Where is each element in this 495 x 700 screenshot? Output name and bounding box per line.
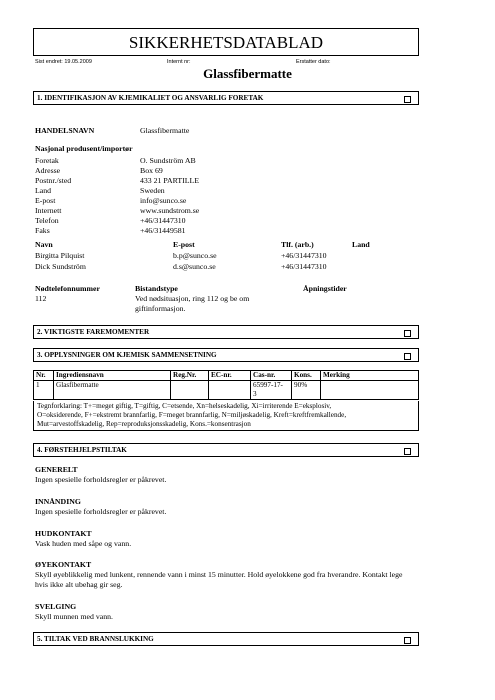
detail-value: O. Sundström AB <box>140 156 196 165</box>
contacts-header-name: Navn <box>35 240 53 249</box>
composition-table <box>33 370 419 400</box>
cell-ec <box>209 381 251 400</box>
cas-line2: 3 <box>253 390 257 398</box>
section-4-title: 4. FØRSTEHJELPSTILTAK <box>37 446 127 454</box>
cell-nr: 1 <box>34 381 54 400</box>
internal-number-label: Internt nr: <box>167 59 191 65</box>
col-header-nr: Nr. <box>34 371 54 381</box>
emergency-header-number: Nødtelefonnummer <box>35 284 100 293</box>
section-4-checkbox[interactable] <box>404 448 411 455</box>
detail-value: Sweden <box>140 186 165 195</box>
cell-kons: 90% <box>292 381 321 400</box>
section-4-header <box>33 443 419 457</box>
first-aid-text: Skyll øyeblikkelig med lunkent, rennende vann i minst 15 minutter. Hold øyelokkene god fra hverandre. Kontakt lege hvis ikke alt ubehag gir seg. <box>35 570 403 589</box>
detail-key: Adresse <box>35 166 61 175</box>
tradename-label: HANDELSNAVN <box>35 126 95 135</box>
detail-row <box>35 216 199 226</box>
contacts-header-country: Land <box>352 240 370 249</box>
section-3-title: 3. OPPLYSNINGER OM KJEMISK SAMMENSETNING <box>37 351 217 359</box>
first-aid-text: Skyll munnen med vann. <box>35 612 113 621</box>
detail-row <box>35 166 199 176</box>
first-aid-text: Vask huden med såpe og vann. <box>35 539 132 548</box>
table-header-row <box>34 371 419 381</box>
detail-value: +46/31449581 <box>140 226 186 235</box>
contact-name: Dick Sundström <box>35 262 86 271</box>
replaces-date-label: Erstatter dato: <box>296 59 331 65</box>
detail-value: info@sunco.se <box>140 196 187 205</box>
first-aid-heading: GENERELT <box>35 465 78 474</box>
col-header-reg: Reg.Nr. <box>171 371 209 381</box>
section-1-header <box>33 91 419 105</box>
first-aid-heading: SVELGING <box>35 602 77 611</box>
emergency-header-type: Bistandstype <box>135 284 178 293</box>
section-3-checkbox[interactable] <box>404 353 411 360</box>
section-1-checkbox[interactable] <box>404 96 411 103</box>
tradename-value: Glassfibermatte <box>140 126 190 135</box>
cas-line1: 65997-17- <box>253 381 283 389</box>
detail-value: Box 69 <box>140 166 163 175</box>
first-aid-text: Ingen spesielle forholdsregler er påkrevet. <box>35 475 167 484</box>
detail-value: www.sundstrom.se <box>140 206 200 215</box>
producer-heading: Nasjonal produsent/importør <box>35 144 133 153</box>
producer-details <box>35 156 199 236</box>
first-aid-text: Ingen spesielle forholdsregler er påkrevet. <box>35 507 167 516</box>
detail-row <box>35 176 199 186</box>
col-header-ec: EC-nr. <box>209 371 251 381</box>
contact-phone: +46/31447310 <box>281 251 327 260</box>
product-title: Glassfibermatte <box>203 66 292 81</box>
cell-name: Glasfibermatte <box>54 381 171 400</box>
detail-key: Internett <box>35 206 62 215</box>
col-header-kons: Kons. <box>292 371 321 381</box>
document-title: SIKKERHETSDATABLAD <box>33 28 419 56</box>
detail-key: Telefon <box>35 216 59 225</box>
emergency-header-hours: Åpningstider <box>303 284 347 293</box>
emergency-type-line2: giftinformasjon. <box>135 304 186 313</box>
section-5-title: 5. TILTAK VED BRANNSLUKKING <box>37 635 154 643</box>
cell-cas <box>251 381 292 400</box>
first-aid-heading: INNÅNDING <box>35 497 81 506</box>
detail-row <box>35 226 199 236</box>
cell-reg <box>171 381 209 400</box>
section-5-header <box>33 632 419 646</box>
detail-key: E-post <box>35 196 56 205</box>
contact-email[interactable]: b.p@sunco.se <box>173 251 217 260</box>
col-header-cas: Cas-nr. <box>251 371 292 381</box>
contacts-header-phone: Tlf. (arb.) <box>281 240 314 249</box>
first-aid-heading: ØYEKONTAKT <box>35 560 92 569</box>
section-5-checkbox[interactable] <box>404 637 411 644</box>
section-2-title: 2. VIKTIGSTE FAREMOMENTER <box>37 328 150 336</box>
contact-name: Birgitta Pilquist <box>35 251 85 260</box>
detail-key: Land <box>35 186 52 195</box>
last-changed-label: Sist endret: 19.05.2009 <box>35 59 92 65</box>
contact-phone: +46/31447310 <box>281 262 327 271</box>
detail-row <box>35 196 199 206</box>
section-2-checkbox[interactable] <box>404 330 411 337</box>
section-2-header <box>33 325 419 339</box>
detail-row <box>35 186 199 196</box>
detail-key: Faks <box>35 226 50 235</box>
section-1-title: 1. IDENTIFIKASJON AV KJEMIKALIET OG ANSVARLIG FORETAK <box>37 94 264 102</box>
cell-merking <box>321 381 419 400</box>
contact-email[interactable]: d.s@sunco.se <box>173 262 216 271</box>
detail-row <box>35 206 199 216</box>
legend-line: Tegnforklaring: T+=meget giftig, T=giftig, C=etsende, Xn=helseskadelig, Xi=irriterende E=eksplosiv, <box>37 402 332 410</box>
first-aid-heading: HUDKONTAKT <box>35 529 92 538</box>
section-3-header <box>33 348 419 362</box>
emergency-number: 112 <box>35 294 47 303</box>
legend-line: Mut=arvestoffskadelig, Rep=reproduksjonsskadelig, Kons.=konsentrasjon <box>37 420 251 429</box>
emergency-type-line1: Ved nødsituasjon, ring 112 og be om <box>135 294 250 303</box>
detail-key: Postnr./sted <box>35 176 72 185</box>
detail-value: +46/31447310 <box>140 216 186 225</box>
table-row <box>34 381 419 400</box>
composition-legend <box>33 401 419 431</box>
contacts-header-email: E-post <box>173 240 195 249</box>
detail-key: Foretak <box>35 156 59 165</box>
detail-value: 433 21 PARTILLE <box>140 176 200 185</box>
col-header-merking: Merking <box>321 371 419 381</box>
legend-line: O=oksiderende, F+=ekstremt brannfarlig, F=meget brannfarlig, N=miljøskadelig, Kreft=kreftfremkallende, <box>37 411 347 420</box>
col-header-name: Ingrediensnavn <box>54 371 171 381</box>
detail-row <box>35 156 199 166</box>
